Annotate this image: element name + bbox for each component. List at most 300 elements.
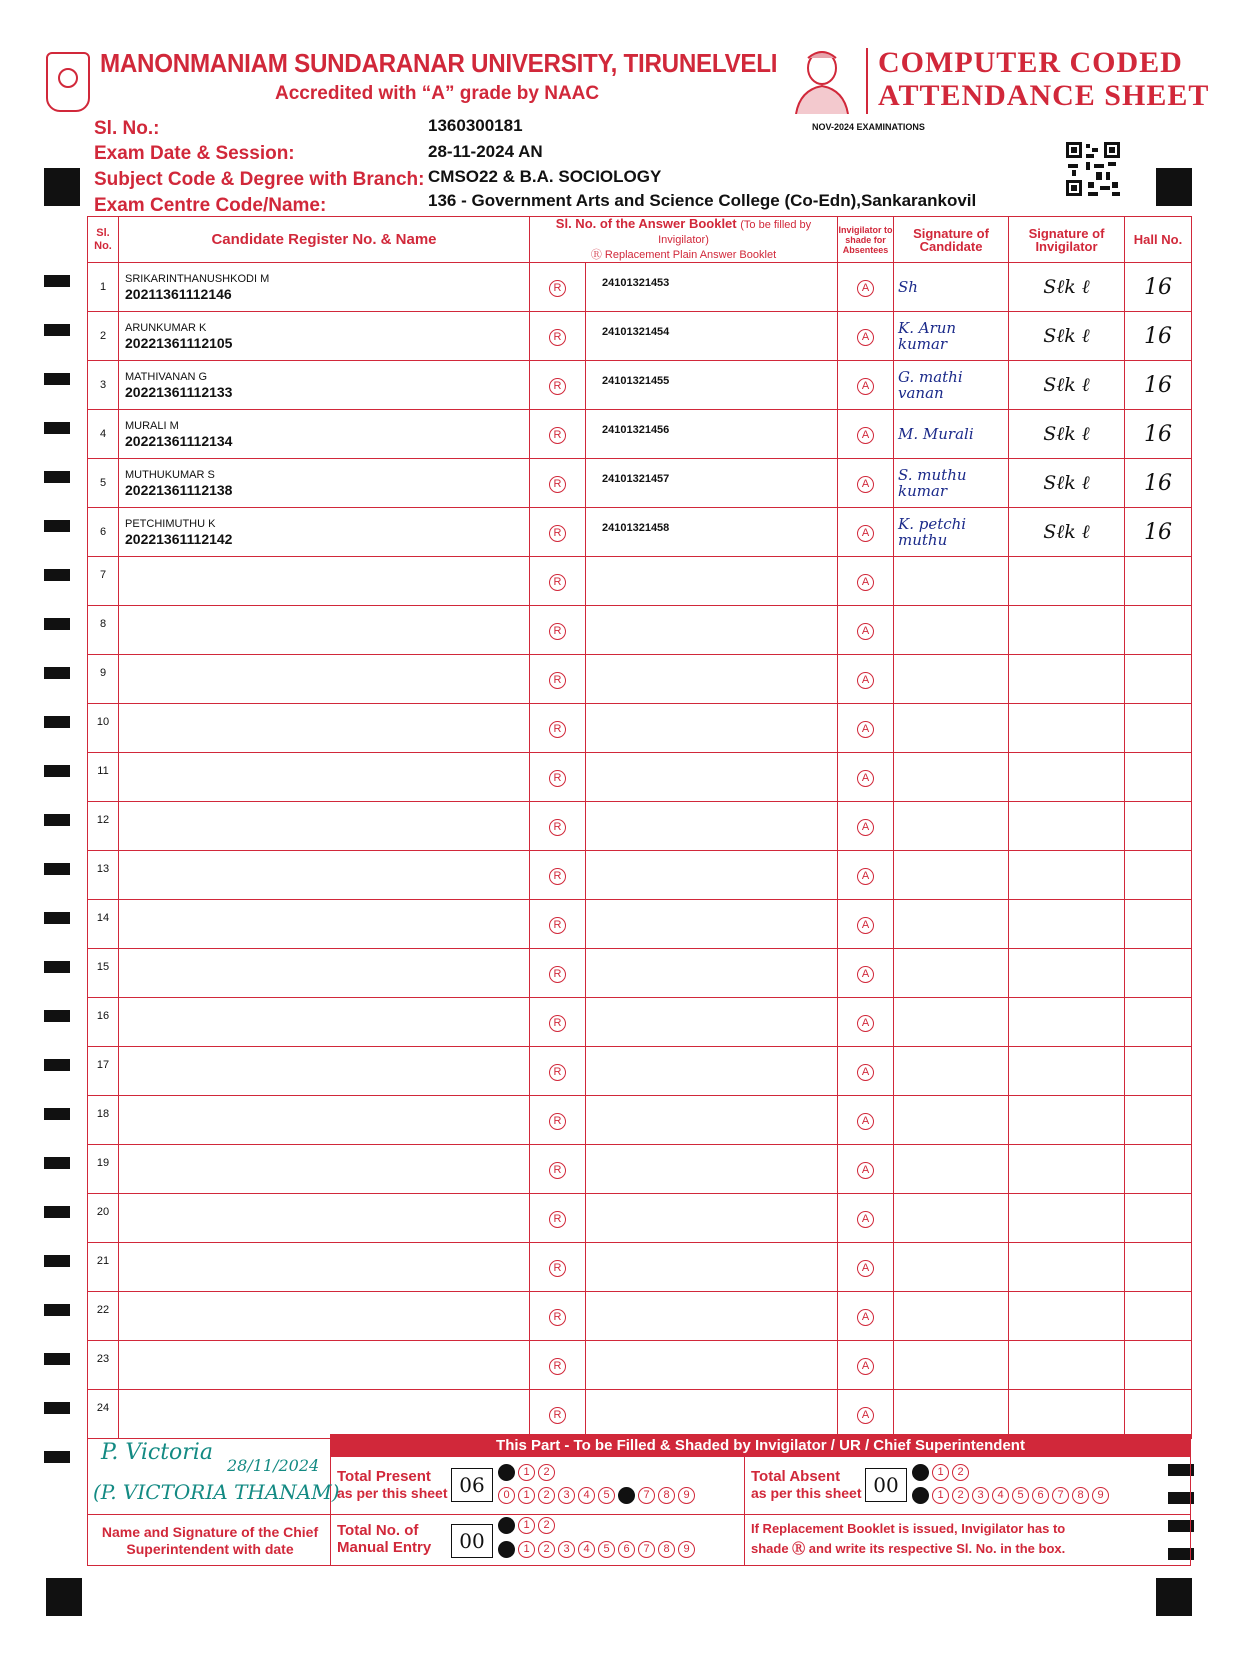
absent-bubble-cell[interactable] xyxy=(838,1145,894,1194)
invigilator-signature xyxy=(1009,557,1125,606)
digit-bubble[interactable]: 4 xyxy=(578,1487,595,1504)
table-row xyxy=(88,704,1192,753)
replacement-bubble[interactable]: R xyxy=(549,1309,566,1326)
replacement-bubble-cell[interactable] xyxy=(530,1341,586,1390)
absent-bubble[interactable]: A xyxy=(857,1260,874,1277)
absent-bubble[interactable]: A xyxy=(857,1211,874,1228)
digit-bubble[interactable]: 3 xyxy=(558,1541,575,1558)
row-sl: 10 xyxy=(88,704,119,753)
candidate-cell xyxy=(119,704,530,753)
candidate-signature xyxy=(894,557,1009,606)
hall-number xyxy=(1125,753,1192,802)
absent-bubble-cell[interactable] xyxy=(838,998,894,1047)
row-sl: 8 xyxy=(88,606,119,655)
replacement-bubble-cell[interactable] xyxy=(530,1096,586,1145)
digit-bubble[interactable]: 2 xyxy=(538,1487,555,1504)
booklet-number[interactable] xyxy=(586,1243,838,1292)
hall-number xyxy=(1125,1194,1192,1243)
table-row xyxy=(88,459,1192,508)
replacement-bubble[interactable]: R xyxy=(549,574,566,591)
booklet-number[interactable] xyxy=(586,1292,838,1341)
table-row xyxy=(88,1243,1192,1292)
candidate-signature xyxy=(894,949,1009,998)
booklet-number[interactable] xyxy=(586,998,838,1047)
digit-bubble[interactable] xyxy=(498,1541,515,1558)
candidate-cell xyxy=(119,606,530,655)
candidate-signature xyxy=(894,1243,1009,1292)
attendance-table xyxy=(87,216,1192,1439)
replacement-bubble[interactable]: R xyxy=(549,378,566,395)
table-row xyxy=(88,361,1192,410)
digit-bubble[interactable] xyxy=(498,1464,515,1481)
booklet-number: 24101321456 xyxy=(586,410,838,459)
digit-bubble[interactable]: 9 xyxy=(1092,1487,1109,1504)
replacement-bubble-cell[interactable] xyxy=(530,1145,586,1194)
invigilator-signature: Sℓk ℓ xyxy=(1009,508,1125,557)
absent-bubble[interactable]: A xyxy=(857,329,874,346)
hall-number xyxy=(1125,1243,1192,1292)
hall-number xyxy=(1125,851,1192,900)
table-row xyxy=(88,263,1192,312)
invigilator-signature xyxy=(1009,949,1125,998)
row-sl: 16 xyxy=(88,998,119,1047)
booklet-number[interactable] xyxy=(586,1096,838,1145)
absent-bubble-cell[interactable] xyxy=(838,508,894,557)
digit-bubble[interactable]: 1 xyxy=(518,1541,535,1558)
register-number: 20221361112138 xyxy=(125,482,233,498)
invigilator-signature xyxy=(1009,1096,1125,1145)
replacement-bubble[interactable]: R xyxy=(549,1113,566,1130)
registration-mark xyxy=(46,1578,82,1616)
timing-mark xyxy=(44,1206,70,1218)
digit-bubble[interactable]: 7 xyxy=(638,1487,655,1504)
candidate-cell xyxy=(119,410,530,459)
candidate-cell xyxy=(119,1194,530,1243)
candidate-name: SRIKARINTHANUSHKODI M xyxy=(125,273,270,285)
candidate-cell xyxy=(119,508,530,557)
absent-bubble[interactable]: A xyxy=(857,721,874,738)
timing-mark xyxy=(44,667,70,679)
digit-bubble[interactable]: 1 xyxy=(518,1464,535,1481)
timing-mark xyxy=(44,1353,70,1365)
timing-mark xyxy=(44,1402,70,1414)
absent-bubble[interactable]: A xyxy=(857,623,874,640)
sheet-title: COMPUTER CODED ATTENDANCE SHEET xyxy=(878,46,1210,112)
candidate-signature xyxy=(894,1047,1009,1096)
timing-mark xyxy=(44,373,70,385)
replacement-bubble[interactable]: R xyxy=(549,1064,566,1081)
replacement-bubble-cell[interactable] xyxy=(530,1243,586,1292)
absent-bubble-cell[interactable] xyxy=(838,606,894,655)
invigilator-signature xyxy=(1009,1145,1125,1194)
booklet-number[interactable] xyxy=(586,606,838,655)
absent-tens-bubbles[interactable] xyxy=(912,1464,969,1481)
timing-mark xyxy=(44,1010,70,1022)
digit-bubble[interactable]: 2 xyxy=(952,1487,969,1504)
col-absent: Invigilator to shade for Absentees xyxy=(838,217,894,263)
absent-bubble[interactable]: A xyxy=(857,868,874,885)
replacement-bubble-cell[interactable] xyxy=(530,361,586,410)
replacement-bubble-cell[interactable] xyxy=(530,557,586,606)
absent-bubble-cell[interactable] xyxy=(838,1390,894,1439)
candidate-signature xyxy=(894,704,1009,753)
absent-bubble-cell[interactable] xyxy=(838,557,894,606)
digit-bubble[interactable]: 7 xyxy=(638,1541,655,1558)
chief-date: 28/11/2024 xyxy=(227,1456,320,1475)
invigilator-signature xyxy=(1009,606,1125,655)
booklet-number[interactable] xyxy=(586,949,838,998)
replacement-bubble[interactable]: R xyxy=(549,1260,566,1277)
manual-tens-bubbles[interactable] xyxy=(498,1517,555,1534)
digit-bubble[interactable]: 0 xyxy=(498,1487,515,1504)
booklet-number[interactable] xyxy=(586,1341,838,1390)
row-sl: 7 xyxy=(88,557,119,606)
invigilator-signature xyxy=(1009,1341,1125,1390)
digit-bubble[interactable]: 8 xyxy=(658,1541,675,1558)
hall-number xyxy=(1125,998,1192,1047)
candidate-cell xyxy=(119,312,530,361)
absent-bubble-cell[interactable] xyxy=(838,753,894,802)
candidate-cell xyxy=(119,1047,530,1096)
replacement-bubble-cell[interactable] xyxy=(530,851,586,900)
digit-bubble[interactable]: 5 xyxy=(598,1487,615,1504)
qr-code-icon xyxy=(1066,142,1120,196)
digit-bubble[interactable]: 4 xyxy=(578,1541,595,1558)
replacement-bubble[interactable]: R xyxy=(549,1358,566,1375)
accreditation: Accredited with “A” grade by NAAC xyxy=(275,83,600,104)
candidate-signature: K. petchi muthu xyxy=(894,508,1009,557)
replacement-bubble[interactable]: R xyxy=(549,917,566,934)
booklet-number: 24101321457 xyxy=(586,459,838,508)
booklet-number[interactable] xyxy=(586,1390,838,1439)
booklet-number[interactable] xyxy=(586,1047,838,1096)
booklet-number[interactable] xyxy=(586,1145,838,1194)
absent-bubble[interactable]: A xyxy=(857,1358,874,1375)
absent-bubble[interactable]: A xyxy=(857,1064,874,1081)
digit-bubble[interactable] xyxy=(912,1487,929,1504)
absent-bubble[interactable]: A xyxy=(857,378,874,395)
table-row xyxy=(88,557,1192,606)
booklet-number[interactable] xyxy=(586,900,838,949)
hall-number xyxy=(1125,1096,1192,1145)
replacement-bubble-cell[interactable] xyxy=(530,1292,586,1341)
digit-bubble[interactable]: 5 xyxy=(1012,1487,1029,1504)
table-row xyxy=(88,655,1192,704)
digit-bubble[interactable]: 1 xyxy=(932,1464,949,1481)
present-ones-bubbles[interactable] xyxy=(498,1487,695,1504)
absent-bubble[interactable]: A xyxy=(857,1015,874,1032)
replacement-bubble[interactable]: R xyxy=(549,721,566,738)
absent-bubble-cell[interactable] xyxy=(838,900,894,949)
candidate-signature xyxy=(894,900,1009,949)
absent-bubble-cell[interactable] xyxy=(838,1243,894,1292)
candidate-signature xyxy=(894,1194,1009,1243)
replacement-bubble[interactable]: R xyxy=(549,770,566,787)
absent-bubble-cell[interactable] xyxy=(838,1341,894,1390)
replacement-bubble-cell[interactable] xyxy=(530,704,586,753)
booklet-number[interactable] xyxy=(586,802,838,851)
replacement-bubble-cell[interactable] xyxy=(530,900,586,949)
row-sl: 9 xyxy=(88,655,119,704)
replacement-bubble-cell[interactable] xyxy=(530,312,586,361)
absent-bubble-cell[interactable] xyxy=(838,1194,894,1243)
replacement-bubble[interactable]: R xyxy=(549,1407,566,1424)
digit-bubble[interactable]: 1 xyxy=(518,1517,535,1534)
replacement-bubble[interactable]: R xyxy=(549,329,566,346)
invigilator-signature xyxy=(1009,704,1125,753)
absent-bubble-cell[interactable] xyxy=(838,704,894,753)
digit-bubble[interactable]: 5 xyxy=(598,1541,615,1558)
replacement-bubble-cell[interactable] xyxy=(530,410,586,459)
digit-bubble[interactable]: 9 xyxy=(678,1487,695,1504)
replacement-bubble-cell[interactable] xyxy=(530,949,586,998)
register-number: 20211361112146 xyxy=(125,286,232,302)
replacement-bubble[interactable]: R xyxy=(549,623,566,640)
candidate-signature xyxy=(894,802,1009,851)
booklet-number[interactable] xyxy=(586,704,838,753)
row-sl: 11 xyxy=(88,753,119,802)
row-sl: 5 xyxy=(88,459,119,508)
hall-number: 16 xyxy=(1125,361,1192,410)
row-sl: 3 xyxy=(88,361,119,410)
replacement-bubble-cell[interactable] xyxy=(530,655,586,704)
invigilator-signature xyxy=(1009,802,1125,851)
absent-bubble[interactable]: A xyxy=(857,280,874,297)
candidate-cell xyxy=(119,1243,530,1292)
booklet-number[interactable] xyxy=(586,557,838,606)
hall-number xyxy=(1125,704,1192,753)
candidate-signature: Sh xyxy=(894,263,1009,312)
absent-bubble-cell[interactable] xyxy=(838,851,894,900)
replacement-bubble[interactable]: R xyxy=(549,819,566,836)
row-sl: 6 xyxy=(88,508,119,557)
booklet-number[interactable] xyxy=(586,655,838,704)
row-sl: 2 xyxy=(88,312,119,361)
booklet-number[interactable] xyxy=(586,753,838,802)
absent-bubble[interactable]: A xyxy=(857,1113,874,1130)
replacement-bubble-cell[interactable] xyxy=(530,263,586,312)
absent-bubble[interactable]: A xyxy=(857,672,874,689)
candidate-signature xyxy=(894,1096,1009,1145)
timing-mark xyxy=(44,471,70,483)
replacement-bubble[interactable]: R xyxy=(549,1162,566,1179)
total-absent-box[interactable]: 00 xyxy=(865,1468,907,1502)
digit-bubble[interactable]: 7 xyxy=(1052,1487,1069,1504)
absent-bubble-cell[interactable] xyxy=(838,1047,894,1096)
hall-number xyxy=(1125,949,1192,998)
digit-bubble[interactable]: 3 xyxy=(972,1487,989,1504)
absent-bubble[interactable]: A xyxy=(857,1162,874,1179)
absent-bubble[interactable]: A xyxy=(857,574,874,591)
candidate-name: MUTHUKUMAR S xyxy=(125,469,215,481)
candidate-signature xyxy=(894,753,1009,802)
replacement-bubble[interactable]: R xyxy=(549,1015,566,1032)
superintendent-section xyxy=(87,1434,1191,1566)
digit-bubble[interactable]: 1 xyxy=(932,1487,949,1504)
manual-entry-label: Total No. of Manual Entry xyxy=(337,1522,432,1556)
subject-value: CMSO22 & B.A. SOCIOLOGY xyxy=(428,167,662,186)
invigilator-signature xyxy=(1009,1194,1125,1243)
booklet-number[interactable] xyxy=(586,851,838,900)
invigilator-signature xyxy=(1009,753,1125,802)
absent-bubble[interactable]: A xyxy=(857,917,874,934)
hall-number: 16 xyxy=(1125,312,1192,361)
candidate-cell xyxy=(119,1390,530,1439)
invigilator-signature: Sℓk ℓ xyxy=(1009,410,1125,459)
replacement-bubble-cell[interactable] xyxy=(530,802,586,851)
absent-bubble[interactable]: A xyxy=(857,427,874,444)
absent-bubble[interactable]: A xyxy=(857,819,874,836)
replacement-bubble[interactable]: R xyxy=(549,966,566,983)
manual-entry-box[interactable]: 00 xyxy=(451,1524,493,1558)
table-row xyxy=(88,851,1192,900)
row-sl: 21 xyxy=(88,1243,119,1292)
replacement-bubble-cell[interactable] xyxy=(530,753,586,802)
invigilator-signature: Sℓk ℓ xyxy=(1009,263,1125,312)
absent-bubble-cell[interactable] xyxy=(838,802,894,851)
replacement-bubble[interactable]: R xyxy=(549,476,566,493)
hall-number: 16 xyxy=(1125,508,1192,557)
row-sl: 12 xyxy=(88,802,119,851)
table-header-row xyxy=(88,217,1192,263)
absent-bubble[interactable]: A xyxy=(857,966,874,983)
digit-bubble[interactable]: 2 xyxy=(538,1464,555,1481)
digit-bubble[interactable] xyxy=(618,1487,635,1504)
replacement-bubble-cell[interactable] xyxy=(530,508,586,557)
hall-number: 16 xyxy=(1125,459,1192,508)
absent-bubble[interactable]: A xyxy=(857,770,874,787)
replacement-bubble[interactable]: R xyxy=(549,1211,566,1228)
table-row xyxy=(88,949,1192,998)
candidate-cell xyxy=(119,361,530,410)
replacement-bubble-cell[interactable] xyxy=(530,459,586,508)
section-banner: This Part - To be Filled & Shaded by Invigilator / UR / Chief Superintendent xyxy=(330,1434,1191,1457)
replacement-bubble-cell[interactable] xyxy=(530,606,586,655)
digit-bubble[interactable] xyxy=(912,1464,929,1481)
sl-no-value: 1360300181 xyxy=(428,116,523,135)
chief-name: (P. VICTORIA THANAM) xyxy=(93,1480,340,1504)
table-row xyxy=(88,1096,1192,1145)
digit-bubble[interactable]: 6 xyxy=(618,1541,635,1558)
register-number: 20221361112134 xyxy=(125,433,233,449)
university-name: MANONMANIAM SUNDARANAR UNIVERSITY, TIRUNELVELI xyxy=(100,48,778,78)
candidate-name: MATHIVANAN G xyxy=(125,371,208,383)
replacement-bubble[interactable]: R xyxy=(549,525,566,542)
row-sl: 19 xyxy=(88,1145,119,1194)
hall-number xyxy=(1125,1341,1192,1390)
absent-bubble-cell[interactable] xyxy=(838,655,894,704)
candidate-name: ARUNKUMAR K xyxy=(125,322,207,334)
centre-label: Exam Centre Code/Name: xyxy=(94,195,327,216)
digit-bubble[interactable]: 2 xyxy=(538,1517,555,1534)
digit-bubble[interactable]: 1 xyxy=(518,1487,535,1504)
digit-bubble[interactable]: 4 xyxy=(992,1487,1009,1504)
timing-mark xyxy=(44,716,70,728)
register-number: 20221361112133 xyxy=(125,384,233,400)
absent-bubble-cell[interactable] xyxy=(838,361,894,410)
absent-bubble[interactable]: A xyxy=(857,476,874,493)
replacement-bubble[interactable]: R xyxy=(549,672,566,689)
digit-bubble[interactable]: 8 xyxy=(658,1487,675,1504)
candidate-signature xyxy=(894,1341,1009,1390)
manual-ones-bubbles[interactable] xyxy=(498,1541,695,1558)
invigilator-signature xyxy=(1009,1390,1125,1439)
digit-bubble[interactable]: 8 xyxy=(1072,1487,1089,1504)
digit-bubble[interactable]: 2 xyxy=(952,1464,969,1481)
absent-bubble-cell[interactable] xyxy=(838,459,894,508)
registration-mark xyxy=(1156,168,1192,206)
invigilator-signature xyxy=(1009,998,1125,1047)
chief-label: Name and Signature of the Chief Superintendent with date xyxy=(101,1524,319,1557)
table-row xyxy=(88,606,1192,655)
digit-bubble[interactable]: 2 xyxy=(538,1541,555,1558)
total-absent-label: Total Absent as per this sheet xyxy=(751,1468,862,1501)
col-sig-candidate: Signature of Candidate xyxy=(894,217,1009,263)
replacement-bubble[interactable]: R xyxy=(549,280,566,297)
replacement-bubble-cell[interactable] xyxy=(530,1390,586,1439)
absent-bubble-cell[interactable] xyxy=(838,410,894,459)
absent-bubble-cell[interactable] xyxy=(838,263,894,312)
booklet-number[interactable] xyxy=(586,1194,838,1243)
candidate-cell xyxy=(119,900,530,949)
row-sl: 13 xyxy=(88,851,119,900)
candidate-signature: G. mathi vanan xyxy=(894,361,1009,410)
candidate-signature: M. Murali xyxy=(894,410,1009,459)
row-sl: 4 xyxy=(88,410,119,459)
timing-mark xyxy=(44,1108,70,1120)
invigilator-signature xyxy=(1009,1243,1125,1292)
absent-bubble-cell[interactable] xyxy=(838,949,894,998)
timing-mark xyxy=(44,1304,70,1316)
timing-mark xyxy=(44,765,70,777)
candidate-signature xyxy=(894,998,1009,1047)
table-row xyxy=(88,998,1192,1047)
replacement-bubble-cell[interactable] xyxy=(530,1047,586,1096)
replacement-bubble-cell[interactable] xyxy=(530,998,586,1047)
replacement-bubble[interactable]: R xyxy=(549,427,566,444)
candidate-signature xyxy=(894,655,1009,704)
invigilator-signature xyxy=(1009,1047,1125,1096)
digit-bubble[interactable]: 3 xyxy=(558,1487,575,1504)
absent-bubble-cell[interactable] xyxy=(838,1096,894,1145)
absent-bubble-cell[interactable] xyxy=(838,312,894,361)
row-sl: 15 xyxy=(88,949,119,998)
table-row xyxy=(88,1341,1192,1390)
absent-bubble[interactable]: A xyxy=(857,1407,874,1424)
absent-bubble[interactable]: A xyxy=(857,1309,874,1326)
candidate-cell xyxy=(119,1341,530,1390)
digit-bubble[interactable]: 6 xyxy=(1032,1487,1049,1504)
digit-bubble[interactable]: 9 xyxy=(678,1541,695,1558)
table-row xyxy=(88,312,1192,361)
row-sl: 23 xyxy=(88,1341,119,1390)
present-tens-bubbles[interactable] xyxy=(498,1464,555,1481)
absent-bubble[interactable]: A xyxy=(857,525,874,542)
replacement-bubble[interactable]: R xyxy=(549,868,566,885)
row-sl: 1 xyxy=(88,263,119,312)
timing-mark xyxy=(44,863,70,875)
table-row xyxy=(88,1145,1192,1194)
total-present-box[interactable]: 06 xyxy=(451,1468,493,1502)
digit-bubble[interactable] xyxy=(498,1517,515,1534)
absent-ones-bubbles[interactable] xyxy=(912,1487,1109,1504)
invigilator-signature xyxy=(1009,851,1125,900)
timing-mark xyxy=(44,275,70,287)
timing-mark xyxy=(44,912,70,924)
subject-label: Subject Code & Degree with Branch: xyxy=(94,169,425,190)
replacement-bubble-cell[interactable] xyxy=(530,1194,586,1243)
absent-bubble-cell[interactable] xyxy=(838,1292,894,1341)
